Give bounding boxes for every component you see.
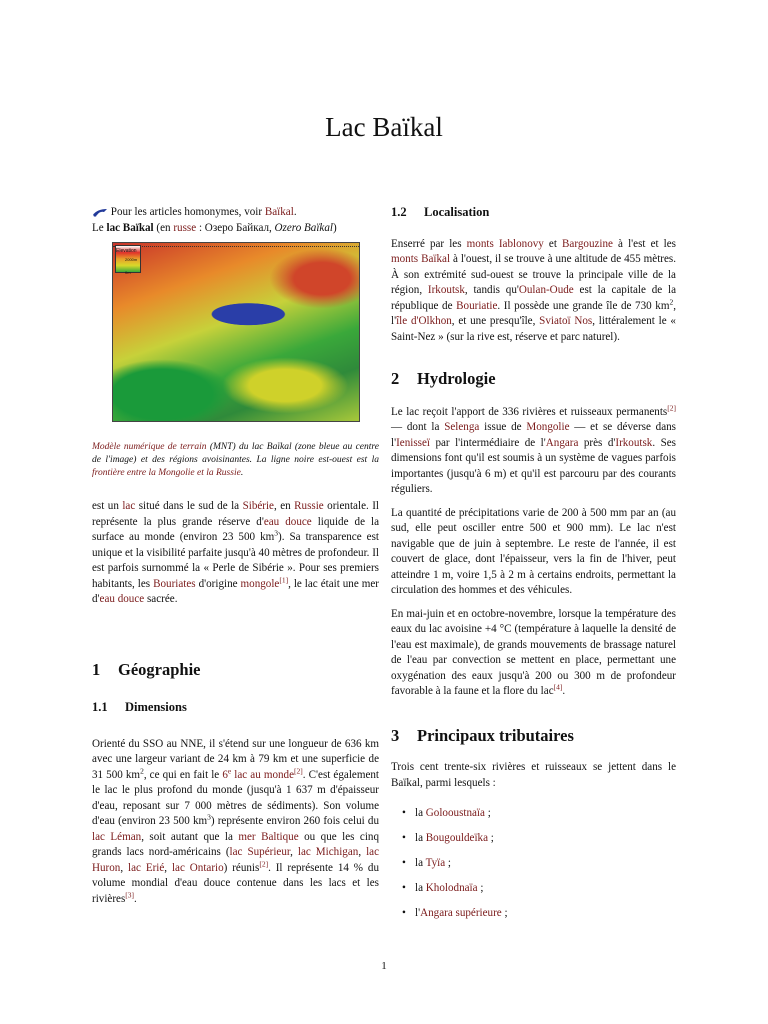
link-bougouldeika[interactable]: Bougouldeïka: [425, 832, 489, 844]
link-tyia[interactable]: Tyïa: [425, 857, 446, 869]
section-localisation: 1.2 Localisation: [391, 205, 490, 219]
link-ile-olkhon[interactable]: île d'Olkhon: [396, 315, 452, 327]
disambiguation-icon: [92, 208, 108, 217]
section-dimensions: 1.1 Dimensions: [92, 700, 187, 714]
legend-high: 2000m: [125, 257, 138, 262]
link-oulan-oude[interactable]: Oulan-Oude: [518, 284, 574, 296]
hydrologie-paragraph-2: La quantité de précipitations varie de 200 à 500 mm par an (au sud, elle peut osciller entre 500 et 900 mm). Le lac n'est navigable que de juin à septembre. Le reste de l'année, il est couvert de glace, dont l'épaisseur, vers la fin de l'hiver, peut atteindre 1 m, voire 1,5 à 2 m à certains endroits, permettant la circulation des hommes et des véhicules.: [391, 506, 676, 596]
link-mer-baltique[interactable]: mer Baltique: [238, 830, 299, 843]
right-column: [391, 205, 676, 931]
ref-4[interactable]: [4]: [553, 682, 563, 692]
link-ienissei[interactable]: Ienisseï: [396, 436, 430, 449]
hydrologie-paragraph-1: Le lac reçoit l'apport de 336 rivières et ruisseaux permanents[2] — dont la Selenga issue de Mongolie — et se déverse dans l'Ienisseï par l'intermédiaire de l'Angara près d'Irkoutsk. Ses dimensions font qu'il est soumis à un système de vagues parfois importantes (jusqu'à 6 m) et qu'il est parcouru par des courants réguliers.: [391, 402, 677, 495]
link-irkoutsk[interactable]: Irkoutsk: [427, 284, 465, 296]
link-lac[interactable]: lac: [122, 500, 136, 512]
intro-paragraph: est un lac situé dans le sud de la Sibérie, en Russie orientale. Il représente la plus grande réserve d'eau douce liquide de la surface au monde (environ 23 500 $km^3$). Sa transparence est unique et la visibilité parfaite jusqu'à 40 mètres de profondeur. Il est parfois surnommé la « Perle de Sibérie ». Pour ses premiers habitants, les Bouriates d'origine mongole[1], le lac était une mer d'eau douce sacrée.: [92, 500, 379, 605]
link-selenga[interactable]: Selenga: [444, 421, 480, 433]
list-item: • la Kholodnaïa ;: [402, 882, 484, 894]
link-angara[interactable]: Angara: [545, 436, 579, 449]
hatnote-link-baikal[interactable]: Baïkal: [264, 206, 294, 218]
link-lac-michigan[interactable]: lac Michigan: [297, 846, 359, 858]
link-lac-erie[interactable]: lac Erié: [128, 861, 165, 874]
link-mongolie[interactable]: Mongolie: [526, 421, 570, 433]
ref-2c[interactable]: [2]: [667, 402, 676, 412]
ref-1[interactable]: [1]: [279, 574, 289, 584]
legend-label: Elevation: [116, 248, 137, 254]
link-irkoutsk-2[interactable]: Irkoutsk: [615, 436, 653, 449]
figure-caption: Modèle numérique de terrain (MNT) du lac Baïkal (zone bleue au centre de l'image) et des régions avoisinantes. La ligne noire est-ouest est la frontière entre la Mongolie et la Russie.: [92, 442, 379, 478]
dimensions-paragraph: Orienté du SSO au NNE, il s'étend sur une longueur de 636 km avec une largeur variant de 24 km à 79 km et une superficie de 31 500 $km^2$, ce qui en fait le 6e lac au monde[2]. C'est également le lac le plus profond du monde (jusqu'à 1 637 m d'épaisseur d'eau, reposant sur 7 000 mètres de sédiments). Son volume d'eau (environ 23 500 $km^3$) représente environ 260 fois celui du lac Léman, soit autant que la mer Baltique ou que les cinq grands lacs nord-américains (lac Supérieur, lac Michigan, lac Huron, lac Erié, lac Ontario) réunis[2]. Il représente 14 % du volume mondial d'eau douce contenue dans les lacs et les rivières[3].: [92, 737, 380, 905]
link-russie[interactable]: Russie: [294, 500, 324, 512]
link-bargouzine[interactable]: Bargouzine: [562, 237, 613, 250]
link-siberie[interactable]: Sibérie: [242, 500, 274, 512]
link-6e-lac[interactable]: 6e lac au monde: [222, 765, 295, 781]
map-axis: [113, 242, 359, 247]
link-monts-iablonovy[interactable]: monts Iablonovy: [466, 237, 544, 250]
link-lac-leman[interactable]: lac Léman: [92, 830, 142, 843]
left-column: [92, 205, 379, 907]
hatnote: Pour les articles homonymes, voir Baïkal.: [92, 205, 379, 221]
page-title: Lac Baïkal: [325, 112, 443, 142]
list-item: • l'Angara supérieure ;: [402, 907, 508, 919]
link-angara-superieure[interactable]: Angara supérieure: [420, 907, 502, 919]
legend-low: 0m: [125, 270, 131, 275]
tributaires-intro: Trois cent trente-six rivières et ruisseaux se jettent dans le Baïkal, parmi lesquels :: [391, 761, 676, 789]
link-sviatoi-nos[interactable]: Sviatoï Nos: [539, 315, 593, 327]
link-mongole[interactable]: mongole: [240, 577, 280, 590]
tributaires-list: [391, 806, 676, 931]
link-bouriates[interactable]: Bouriates: [153, 577, 196, 590]
section-hydrologie: 2 Hydrologie: [391, 369, 496, 388]
link-kholodnaia[interactable]: Kholodnaïa: [425, 882, 478, 894]
link-lac-ontario[interactable]: lac Ontario: [171, 861, 224, 874]
caption-link-mnt[interactable]: Modèle numérique de terrain: [92, 442, 207, 452]
link-lac-superieur[interactable]: lac Supérieur: [229, 846, 291, 858]
link-lac-huron[interactable]: lac Huron: [92, 846, 379, 874]
ref-2b[interactable]: [2]: [259, 858, 269, 868]
list-item: • la Tyïa ;: [402, 857, 452, 869]
ref-2[interactable]: [2]: [294, 765, 303, 775]
hydrologie-paragraph-3: En mai-juin et en octobre-novembre, lorsque la température des eaux du lac avoisine +4 °C (température à laquelle la densité de l'eau est maximale), de grands mouvements de brassage naturel de l'eau par convection se mettent en place, permettant une oxygénation des eaux jusqu'à 200 ou 300 m de profondeur favorable à la faune et la flore du lac[4].: [391, 607, 676, 697]
link-russe[interactable]: russe: [173, 221, 197, 234]
link-monts-baikal[interactable]: monts Baïkal: [391, 253, 451, 265]
list-item: • la Bougouldeïka ;: [402, 832, 494, 844]
intro-line: Le lac Baïkal (en russe : Озеро Байкал, Ozero Baïkal): [92, 221, 337, 234]
link-eau-douce-2[interactable]: eau douce: [99, 593, 145, 605]
ref-3[interactable]: [3]: [125, 889, 135, 899]
link-eau-douce[interactable]: eau douce: [263, 515, 312, 528]
page-number: 1: [381, 960, 387, 972]
link-golooustnaia[interactable]: Golooustnaïa: [425, 807, 485, 819]
list-item: • la Golooustnaïa ;: [402, 807, 491, 819]
section-tributaires: 3 Principaux tributaires: [391, 725, 574, 745]
localisation-paragraph: Enserré par les monts Iablonovy et Bargouzine à l'est et les monts Baïkal à l'ouest, il se trouve à une altitude de 455 mètres. À son extrémité sud-ouest se trouve la principale ville de la région, Irkoutsk, tandis qu'Oulan-Oude est la capitale de la république de Bouriatie. Il possède une grande île de 730 $km^2$, l'île d'Olkhon, et une presqu'île, Sviatoï Nos, littéralement le « Saint-Nez » (sur la rive est, réserve et parc naturel).: [391, 237, 677, 343]
link-bouriatie[interactable]: Bouriatie: [456, 299, 498, 312]
elevation-map-image[interactable]: [112, 242, 360, 422]
caption-link-frontiere[interactable]: frontière entre la Mongolie et la Russie: [92, 468, 241, 478]
section-geographie: 1 Géographie: [92, 659, 201, 679]
